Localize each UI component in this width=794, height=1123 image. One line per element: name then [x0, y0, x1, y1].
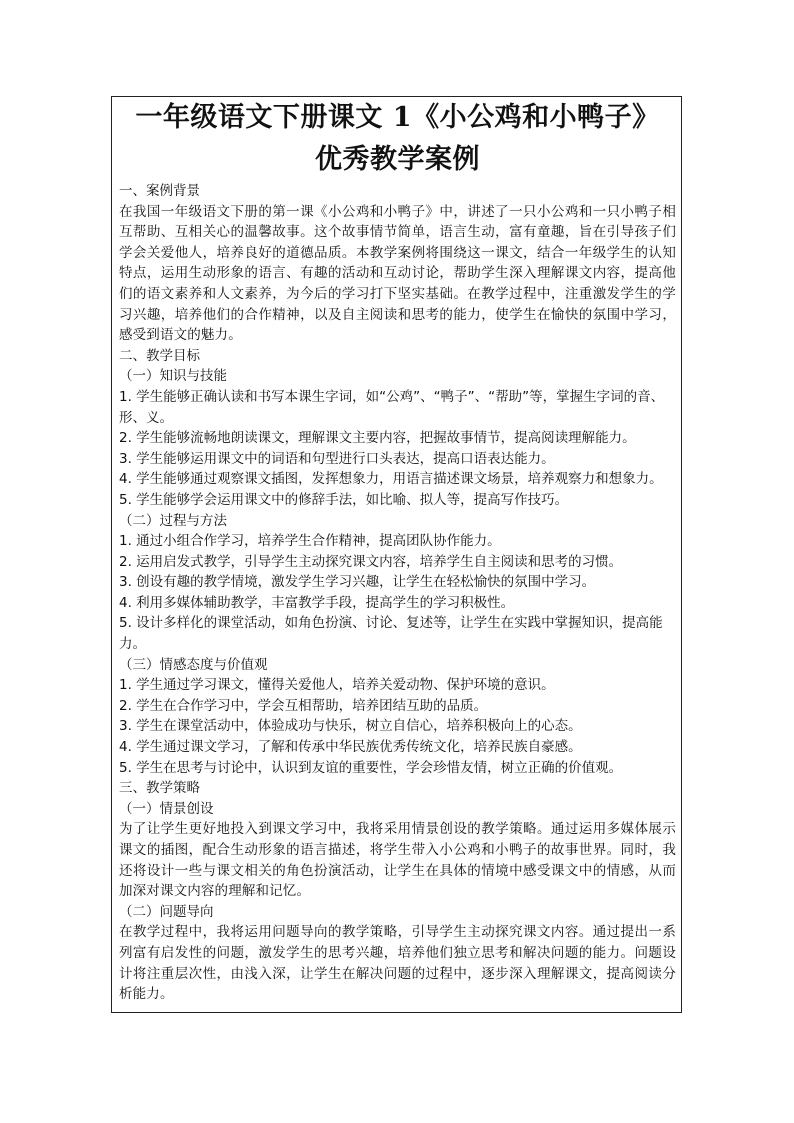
background-paragraph: 在我国一年级语文下册的第一课《小公鸡和小鸭子》中，讲述了一只小公鸡和一只小鸭子相互帮助、互相关心的温馨故事。这个故事情节简单，语言生动，富有童趣，旨在引导孩子们学会关爱他人，培养良好的道德品质。本教学案例将围绕这一课文，结合一年级学生的认知特点，运用生动形象的语言、有趣的活动和互动讨论，帮助学生深入理解课文内容，提高他们的语文素养和人文素养，为今后的学习打下坚实基础。在教学过程中，注重激发学生的学习兴趣，培养他们的合作精神，以及自主阅读和思考的能力，使学生在愉快的氛围中学习，感受到语文的魅力。 [119, 203, 676, 344]
section-heading-objectives: 二、教学目标 [119, 347, 200, 364]
list-item: 2. 学生在合作学习中，学会互相帮助，培养团结互助的品质。 [119, 697, 488, 714]
list-item: 2. 学生能够流畅地朗读课文，理解课文主要内容，把握故事情节，提高阅读理解能力。 [119, 430, 636, 447]
list-item: 2. 运用启发式教学，引导学生主动探究课文内容，培养学生自主阅读和思考的习惯。 [119, 553, 623, 570]
title-line-2: 优秀教学案例 [315, 144, 480, 175]
document-body [119, 97, 676, 1005]
subheading-process-methods: （二）过程与方法 [119, 512, 227, 529]
list-item: 1. 通过小组合作学习，培养学生合作精神，提高团队协作能力。 [119, 533, 501, 550]
section-heading-background: 一、案例背景 [119, 183, 200, 199]
list-item: 3. 学生能够运用课文中的词语和句型进行口头表达，提高口语表达能力。 [119, 450, 555, 467]
title-line-1: 一年级语文下册课文 1《小公鸡和小鸭子》 [135, 102, 660, 133]
list-item: 4. 学生通过课文学习，了解和传承中华民族优秀传统文化，培养民族自豪感。 [119, 739, 582, 756]
subheading-scenario-creation: （一）情景创设 [119, 800, 214, 817]
list-item: 4. 利用多媒体辅助教学，丰富教学手段，提高学生的学习积极性。 [119, 594, 515, 611]
scenario-paragraph: 为了让学生更好地投入到课文学习中，我将采用情景创设的教学策略。通过运用多媒体展示课文的插图，配合生动形象的语言描述，将学生带入小公鸡和小鸭子的故事世界。同时，我还将设计一些与课文相关的角色扮演活动，让学生在具体的情境中感受课文中的情感，从而加深对课文内容的理解和记忆。 [119, 821, 676, 900]
list-item: 1. 学生通过学习课文，懂得关爱他人，培养关爱动物、保护环境的意识。 [119, 677, 555, 694]
page-title [119, 97, 676, 181]
subheading-knowledge-skills: （一）知识与技能 [119, 368, 227, 385]
list-item: 5. 学生在思考与讨论中，认识到友谊的重要性，学会珍惜友情，树立正确的价值观。 [119, 759, 623, 776]
problem-paragraph: 在教学过程中，我将运用问题导向的教学策略，引导学生主动探究课文内容。通过提出一系列富有启发性的问题，激发学生的思考兴趣，培养他们独立思考和解决问题的能力。问题设计将注重层次性，由浅入深，让学生在解决问题的过程中，逐步深入理解课文，提高阅读分析能力。 [119, 924, 676, 1003]
list-item: 3. 创设有趣的教学情境，激发学生学习兴趣，让学生在轻松愉快的氛围中学习。 [119, 574, 596, 591]
list-item: 4. 学生能够通过观察课文插图，发挥想象力，用语言描述课文场景，培养观察力和想象力。 [119, 471, 663, 488]
section-heading-strategies: 三、教学策略 [119, 780, 200, 797]
list-item: 1. 学生能够正确认读和书写本课生字词，如“公鸡”、“鸭子”、“帮助”等，掌握生字词的音、形、义。 [119, 388, 665, 426]
subheading-problem-oriented: （二）问题导向 [119, 903, 214, 920]
list-item: 5. 设计多样化的课堂活动，如角色扮演、讨论、复述等，让学生在实践中掌握知识，提高能力。 [119, 615, 663, 653]
list-item: 3. 学生在课堂活动中，体验成功与快乐，树立自信心，培养积极向上的心态。 [119, 718, 582, 735]
subheading-attitudes-values: （三）情感态度与价值观 [119, 656, 268, 673]
list-item: 5. 学生能够学会运用课文中的修辞手法，如比喻、拟人等，提高写作技巧。 [119, 491, 569, 508]
